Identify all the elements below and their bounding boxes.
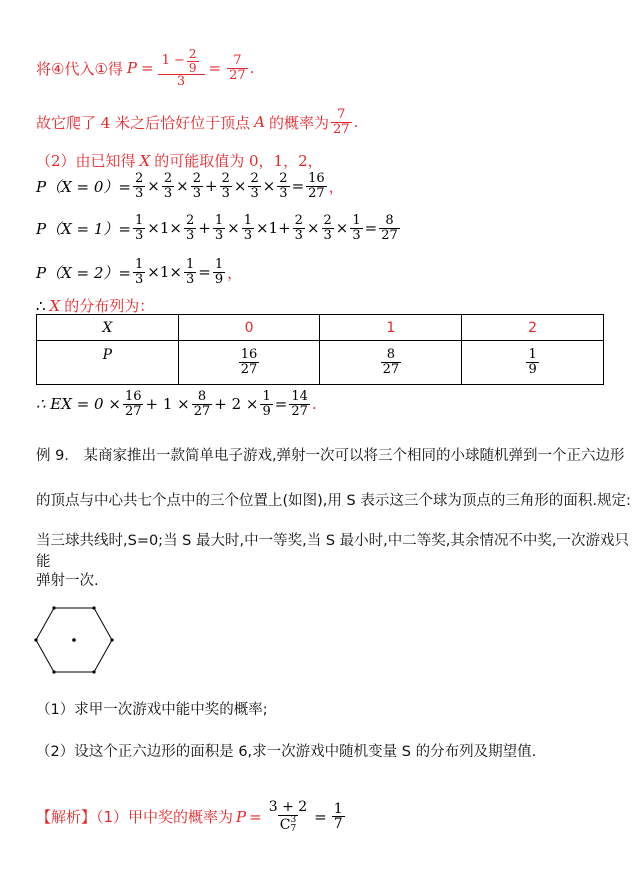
fraction [133,258,145,286]
fraction [133,172,145,200]
fraction [322,214,334,242]
vertex-dot [92,670,95,673]
num: 2 [185,213,195,228]
den: 3 [294,227,303,243]
num: 2 [188,47,197,61]
den: 3 [185,227,195,243]
den: 3 [214,227,224,243]
den: 3 [323,227,332,243]
example-line: 的顶点与中心共七个点中的三个位置上(如图),用 S 表示这三个球为顶点的三角形的面积.规定: [36,493,631,509]
period: . [249,59,255,78]
table-cell [320,341,462,385]
var-X: X [139,151,151,170]
fraction [248,172,260,200]
num: 1 [135,213,144,228]
fraction [332,802,345,832]
text: 故它爬了 4 米之后恰好位于顶点 [36,113,251,132]
var-A: A [254,113,265,132]
equals: = [208,59,222,78]
fraction [293,214,305,242]
den: 3 [158,74,205,89]
fraction [260,390,272,418]
equals: = [249,807,262,826]
fraction [277,172,289,200]
fraction [350,214,362,242]
vertex-dot [110,638,113,641]
num: 1 [262,389,271,404]
vertex-dot [34,638,37,641]
fraction [213,214,225,242]
answer-line [36,800,347,834]
den: 9 [214,271,224,287]
text: 的概率为 [268,113,329,132]
lhs: P（X = 1）= [36,219,131,238]
den: 27 [229,67,246,83]
num: 2 [294,213,303,228]
hexagon-figure [34,606,114,674]
operator: + 1 × [145,395,190,414]
period: . [353,113,359,132]
num: 1 [135,257,144,272]
num: 8 [385,213,394,228]
fraction [192,390,213,418]
table-cell [462,341,604,385]
den: 3 [135,227,144,243]
num: 7 [337,107,346,122]
fraction [267,800,309,834]
inner-fraction [187,48,199,74]
question-2: （2）设这个正六边形的面积是 6,求一次游戏中随机变量 S 的分布列及期望值. [36,744,537,760]
line-expectation [36,390,317,418]
den: 3 [192,185,201,201]
fraction [213,258,225,286]
table-cell [178,341,320,385]
num: 2 [221,171,230,186]
den: 7 [333,816,343,833]
den: 3 [352,227,361,243]
subscript: 7 [290,823,297,834]
fraction [306,172,327,200]
num: 16 [124,389,142,404]
num: 1 [214,213,224,228]
example-line: 弹射一次. [36,573,99,589]
den: 9 [528,362,537,377]
table-row [37,315,604,341]
table-cell: 0 [178,315,320,341]
text: 的可能取值为 0，1，2， [154,152,323,170]
line-p-x1: P（X = 1）= $\frac{1}{3}$ ×1× $\frac{2}{3}$ + $\frac{1}{3}$ × $\frac{1}{3}$ ×1+ $\frac{2}{3}$ × $\frac{2}{3}$ × $\frac{1}{3}$ = $\frac{8}{27}$ [36,213,398,243]
fraction [289,390,310,418]
comma: ， [328,177,344,196]
var-P: P [126,59,137,78]
fraction [220,172,232,200]
table-cell: 1 [320,315,462,341]
table-cell: 2 [462,315,604,341]
num: 1 [185,257,195,272]
line-probability-A [36,108,358,136]
table-cell: P [37,341,179,385]
den: 27 [193,403,211,419]
num: 1 [333,800,343,817]
example-line: 当三球共线时,S=0;当 S 最大时,中一等奖,当 S 最小时,中二等奖,其余情况不中奖,一次游戏只能 [36,533,629,570]
den: 3 [250,185,259,201]
lhs: P（X = 0）= [36,177,131,196]
den: 3 [135,185,144,201]
line-p-x0: P（X = 0）= $\frac{2}{3}$ × $\frac{2}{3}$ × $\frac{2}{3}$ + $\frac{2}{3}$ × $\frac{2}{3}$ × $\frac{2}{3}$ = $\frac{16}{27}$ ， [36,171,344,201]
num: 8 [386,347,395,363]
combination-C: C [279,816,291,833]
num: 1 [243,213,252,228]
den: 9 [262,403,271,419]
table-cell: X [37,315,179,341]
line-substitute [36,48,254,89]
num: 8 [197,389,207,404]
vertex-dot [92,606,95,609]
num: 2 [323,213,332,228]
comma: ， [227,263,243,282]
den: 3 [221,185,230,201]
fraction [526,348,538,376]
fraction [331,108,352,136]
hexagon-vertices [34,606,113,673]
fraction [123,390,144,418]
lhs: ∴ EX = 0 × [36,395,121,414]
num: 2 [279,171,288,186]
num: 16 [240,347,258,363]
fraction [162,172,174,200]
distribution-table [36,314,604,385]
num: 1 − [161,53,185,69]
num: 2 [163,171,173,186]
num: 1 [214,257,224,272]
vertex-dot [52,606,55,609]
text: 的分布列为： [64,297,155,315]
fraction [191,172,203,200]
equals: = [141,59,154,78]
question-1: （1）求甲一次游戏中能中奖的概率; [36,702,268,718]
den: 27 [124,403,142,419]
den: 9 [188,60,197,75]
den: 27 [382,362,400,377]
num: 2 [250,171,259,186]
den: 27 [381,227,398,243]
fraction [242,214,254,242]
fraction [379,214,400,242]
den: 27 [240,362,258,377]
equals: = [274,395,288,414]
var-P: P [236,807,247,826]
num: 16 [308,171,325,186]
fraction [227,54,248,82]
line-possible-values [36,150,323,171]
den: 3 [243,227,252,243]
answer-tag: 【解析】（1）甲中奖的概率为 [36,808,234,827]
den: 27 [291,403,308,419]
vertex-dot [52,670,55,673]
num: 3 + 2 [268,799,308,815]
num: 1 [352,213,361,228]
num: 14 [291,389,308,404]
den: 3 [279,185,288,201]
den [278,815,298,834]
center-dot [72,638,76,642]
den: 27 [308,185,325,201]
fraction [381,348,402,376]
text: （2）由已知得 [36,152,136,170]
equals: = [314,807,327,826]
text: 将④代入①得 [36,59,123,78]
fraction [239,348,260,376]
line-distribution-heading [36,295,154,316]
period: . [311,395,317,414]
fraction [184,258,196,286]
num: 2 [135,171,144,186]
line-p-x2: P（X = 2）= $\frac{1}{3}$ ×1× $\frac{1}{3}$ = $\frac{1}{9}$ ， [36,257,243,287]
den: 27 [332,121,350,137]
example-line: 例 9． 某商家推出一款简单电子游戏,弹射一次可以将三个相同的小球随机弹到一个正六边形 [36,448,625,464]
num: 1 [528,347,537,363]
superscript: 3 [290,814,297,825]
den: 3 [163,185,173,201]
num: 7 [233,53,242,69]
table-row [37,341,604,385]
lhs: P（X = 2）= [36,263,131,282]
fraction [133,214,145,242]
fraction [160,48,203,89]
den: 3 [185,271,195,287]
num: 2 [192,171,201,186]
operator: + 2 × [214,395,259,414]
fraction [184,214,196,242]
den: 3 [135,271,144,287]
var-X: X [49,296,61,315]
therefore-symbol: ∴ [36,296,46,315]
